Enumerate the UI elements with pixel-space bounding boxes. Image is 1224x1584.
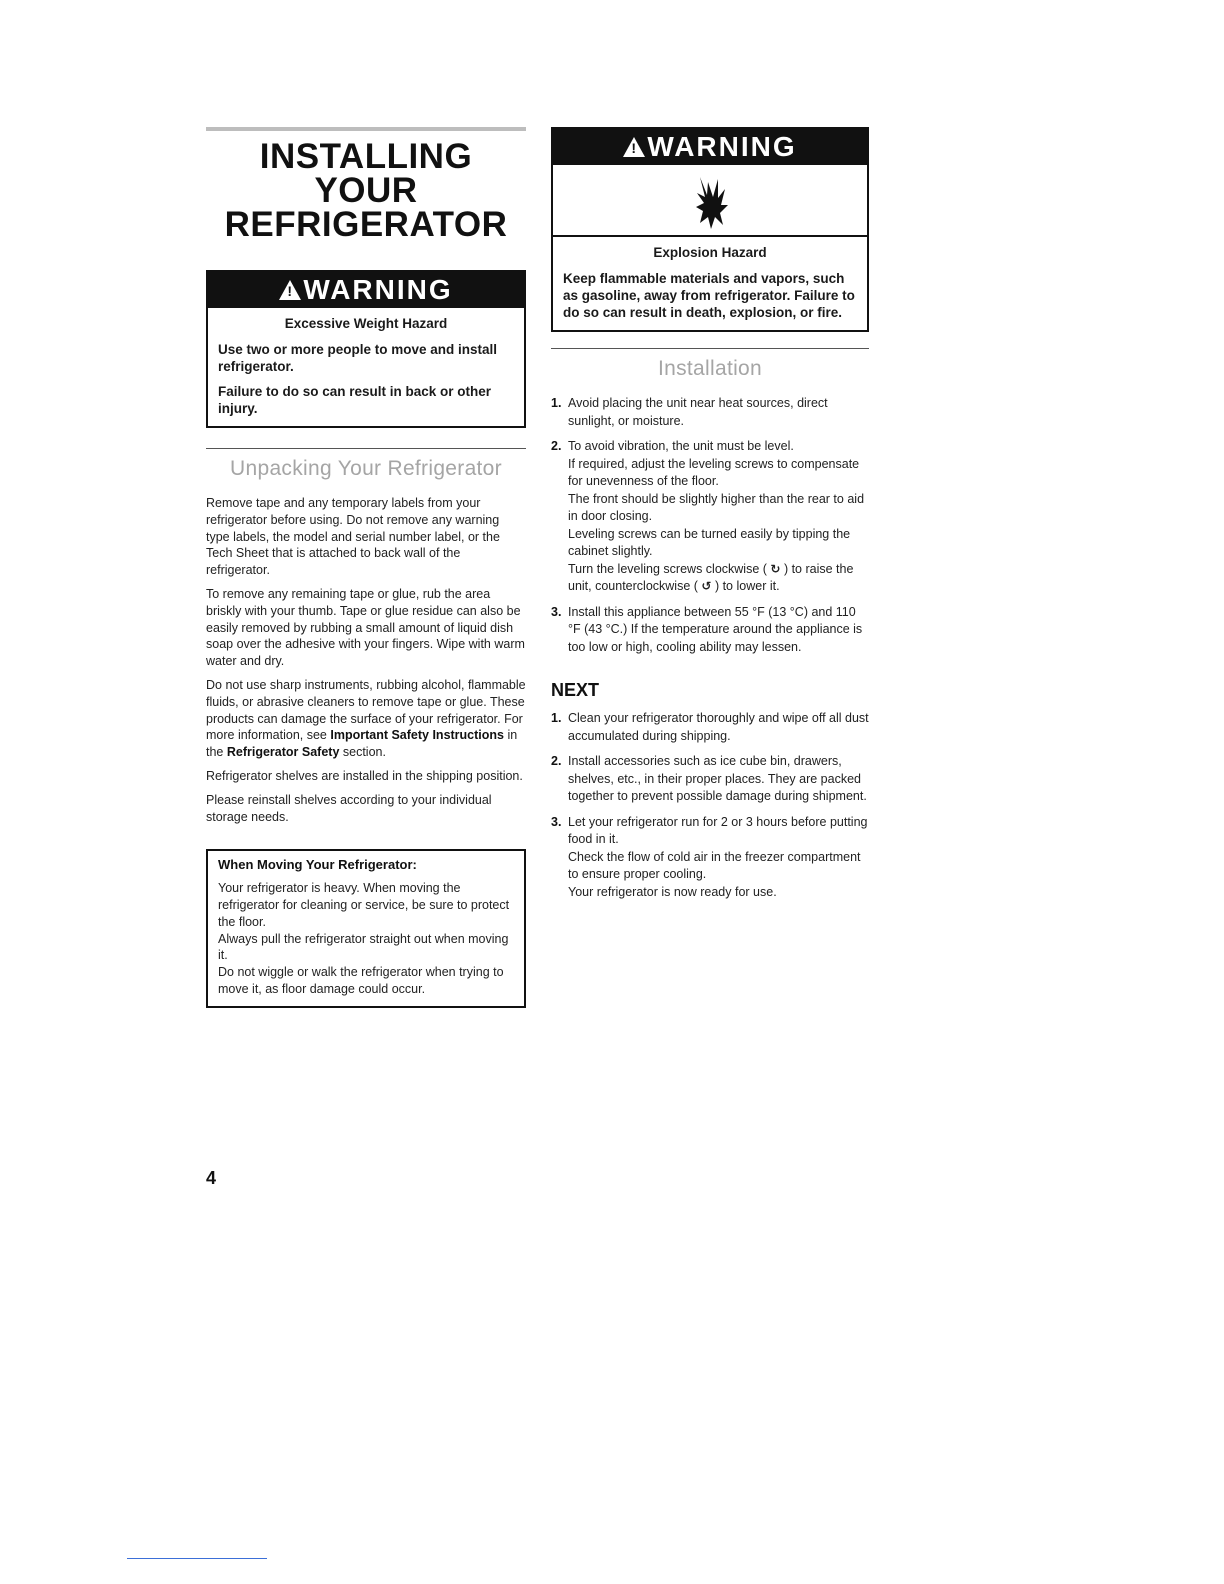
warning-subtitle: Explosion Hazard xyxy=(653,245,767,260)
step-text: Leveling screws can be turned easily by tipping the cabinet slightly. xyxy=(568,526,851,558)
link-like-bold-text: Refrigerator Safety xyxy=(226,745,340,760)
step-text: To avoid vibration, the unit must be level. xyxy=(568,439,794,453)
explosion-icon xyxy=(694,173,730,231)
section-heading-unpacking: Unpacking Your Refrigerator xyxy=(230,457,502,480)
list-item xyxy=(551,814,869,902)
step-text: Let your refrigerator run for 2 or 3 hours before putting food in it. xyxy=(568,814,868,846)
step-number: 1. xyxy=(551,396,562,410)
page-number: 4 xyxy=(206,1168,217,1188)
step-text: Avoid placing the unit near heat sources, direct sunlight, or moisture. xyxy=(568,396,828,428)
section-heading-next: NEXT xyxy=(551,680,600,700)
list-item xyxy=(551,395,869,430)
step-number: 2. xyxy=(551,439,562,453)
step-text: Clean your refrigerator thoroughly and wipe off all dust accumulated during shipping. xyxy=(568,711,869,743)
warning-text: Use two or more people to move and install refrigerator. xyxy=(218,342,498,374)
step-text: Check the flow of cold air in the freezer compartment to ensure proper cooling. xyxy=(568,849,861,881)
paragraph: Refrigerator shelves are installed in the shipping position. xyxy=(206,768,523,783)
warning-banner xyxy=(553,129,867,165)
list-item xyxy=(551,710,869,745)
section-heading-installation: Installation xyxy=(658,357,762,380)
moving-notice-box xyxy=(206,849,526,1007)
step-text: The front should be slightly higher than the rear to aid in door closing. xyxy=(568,491,865,523)
text-run: ) to lower it. xyxy=(714,579,780,593)
warning-triangle-icon xyxy=(623,137,645,157)
right-column xyxy=(551,127,869,909)
page-title xyxy=(206,137,526,244)
installation-steps xyxy=(551,395,869,656)
warning-banner xyxy=(208,272,524,308)
paragraph: To remove any remaining tape or glue, rub the area briskly with your thumb. Tape or glue residue can also be easily removed by rubbing a small amount of liquid dish soap over the adhesive with your fingers. Wipe with warm water and dry. xyxy=(206,586,525,669)
step-number: 1. xyxy=(551,711,562,725)
notice-line: Do not wiggle or walk the refrigerator when trying to move it, as floor damage could occur. xyxy=(218,965,504,996)
section-divider xyxy=(206,448,526,449)
list-item xyxy=(551,438,869,596)
warning-subtitle: Excessive Weight Hazard xyxy=(284,316,448,331)
list-item xyxy=(551,604,869,657)
link-like-bold-text: Important Safety Instructions xyxy=(330,728,504,743)
text-run: in the xyxy=(206,728,518,760)
explosion-warning-box xyxy=(551,127,869,332)
warning-text: Failure to do so can result in back or other injury. xyxy=(218,384,492,416)
step-text: Install accessories such as ice cube bin, drawers, shelves, etc., in their proper places. They are packed together to prevent possible damage during shipment. xyxy=(568,754,867,803)
notice-line: Always pull the refrigerator straight out when moving it. xyxy=(218,931,509,963)
counterclockwise-arrow-icon: ↺ xyxy=(701,579,712,593)
text-run: Turn the leveling screws clockwise ( xyxy=(568,561,767,576)
notice-title: When Moving Your Refrigerator: xyxy=(218,857,417,873)
text-run: section. xyxy=(339,745,386,760)
paragraph xyxy=(206,677,526,761)
title-rule xyxy=(206,127,526,131)
section-divider xyxy=(551,348,869,349)
step-number: 3. xyxy=(551,604,562,619)
step-number: 2. xyxy=(551,754,562,768)
clockwise-arrow-icon: ↻ xyxy=(770,561,781,576)
list-item xyxy=(551,753,869,806)
explosion-symbol-area xyxy=(553,165,867,237)
step-text: Install this appliance between 55 °F (13 °C) and 110 °F (43 °C.) If the temperature around the appliance is too low or high, cooling ability may lessen. xyxy=(568,604,863,654)
next-steps xyxy=(551,710,869,901)
warning-text: Keep flammable materials and vapors, such as gasoline, away from refrigerator. Failure to do so can result in death, explosion, or fire. xyxy=(563,271,855,320)
warning-banner-label: WARNING xyxy=(303,274,453,305)
step-text: If required, adjust the leveling screws to compensate for unevenness of the floor. xyxy=(568,456,860,488)
warning-banner-label: WARNING xyxy=(647,131,797,162)
warning-body xyxy=(553,237,867,330)
bottom-rule xyxy=(127,1558,267,1559)
paragraph: Please reinstall shelves according to your individual storage needs. xyxy=(206,792,492,824)
step-number: 3. xyxy=(551,814,562,829)
paragraph: Remove tape and any temporary labels from your refrigerator before using. Do not remove any warning type labels, the model and serial number label, or the Tech Sheet that is attached to back wall of the refrigerator. xyxy=(206,496,500,578)
warning-body xyxy=(208,308,524,426)
page-title-line-1: INSTALLING YOUR xyxy=(259,137,473,210)
page-title-line-2: REFRIGERATOR xyxy=(224,205,508,244)
step-text: Your refrigerator is now ready for use. xyxy=(568,884,777,899)
text-run: ) to raise the unit, counterclockwise ( xyxy=(568,561,854,593)
left-column xyxy=(206,127,526,1008)
text-run: Do not use sharp instruments, rubbing alcohol, flammable fluids, or abrasive cleaners to remove tape or glue. These products can damage the surface of your refrigerator. For more information, see xyxy=(206,677,526,743)
notice-line: Your refrigerator is heavy. When moving the refrigerator for cleaning or service, be sure to protect the floor. xyxy=(218,881,510,929)
warning-triangle-icon xyxy=(279,280,301,300)
weight-warning-box xyxy=(206,270,526,428)
step-text xyxy=(568,561,869,596)
